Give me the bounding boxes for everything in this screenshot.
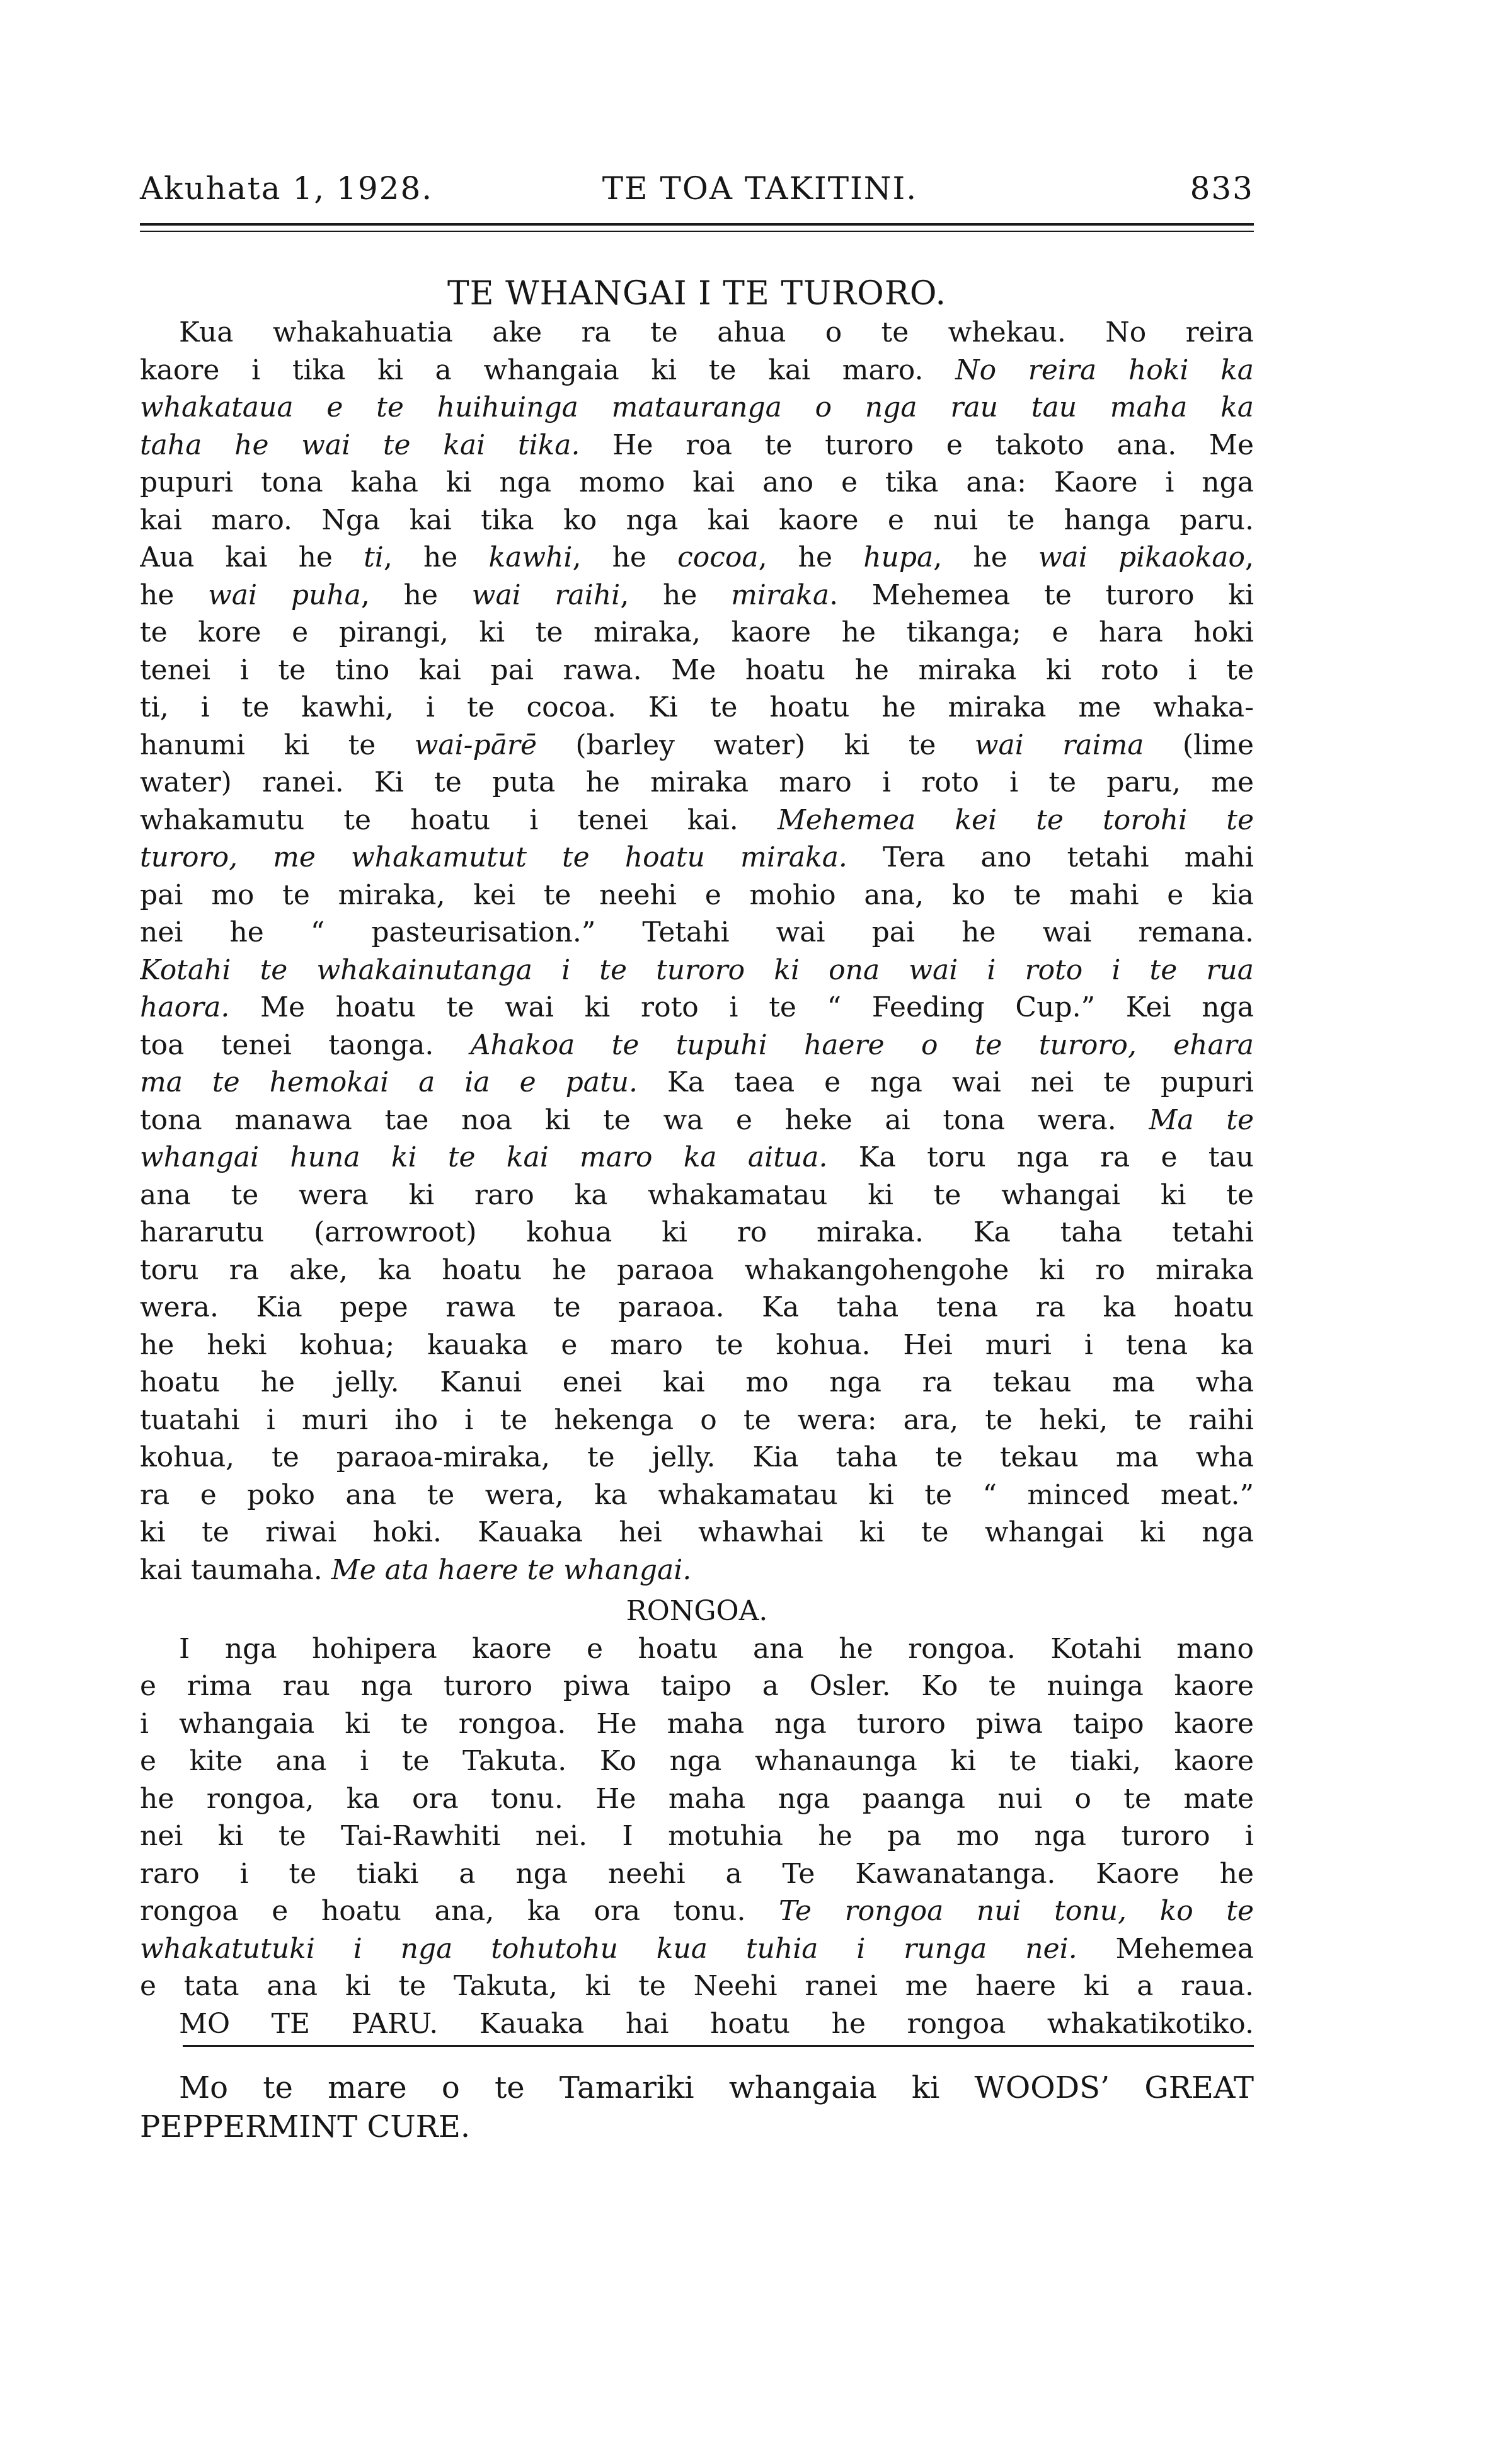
text-line: tuatahi i muri iho i te hekenga o te wera: ara, te heki, te raihi <box>140 1403 1254 1436</box>
text-line: kohua, te paraoa-miraka, te jelly. Kia taha te tekau ma wha <box>140 1441 1254 1473</box>
text-line: Aua kai he ti, he kawhi, he cocoa, he hupa, he wai pikaokao, <box>140 541 1254 573</box>
text-line: ki te riwai hoki. Kauaka hei whawhai ki te whangai ki nga <box>140 1516 1254 1548</box>
text-line: e tata ana ki te Takuta, ki te Neehi ranei me haere ki a raua. <box>140 1970 1254 2002</box>
article-body <box>140 314 1254 2042</box>
text-line: raro i te tiaki a nga neehi a Te Kawanatanga. Kaore he <box>140 1857 1254 1890</box>
text-line: whangai huna ki te kai maro ka aitua. Ka toru nga ra e tau <box>140 1141 1254 1173</box>
text-line: toa tenei taonga. Ahakoa te tupuhi haere o te turoro, ehara <box>140 1028 1254 1061</box>
text-line: e rima rau nga turoro piwa taipo a Osler. Ko te nuinga kaore <box>140 1670 1254 1702</box>
text-line: Kotahi te whakainutanga i te turoro ki ona wai i roto i te rua <box>140 953 1254 986</box>
ad-line: PEPPERMINT CURE. <box>140 2109 471 2144</box>
text-line: toru ra ake, ka hoatu he paraoa whakangohengohe ki ro miraka <box>140 1253 1254 1286</box>
advertisement <box>140 2070 1254 2148</box>
running-header <box>140 170 1254 214</box>
section-heading-rongoa: RONGOA. <box>626 1595 768 1627</box>
article-title: TE WHANGAI I TE TURORO. <box>447 275 946 313</box>
ad-line: Mo te mare o te Tamariki whangaia ki WOODS’ GREAT <box>179 2070 1254 2105</box>
page-number: 833 <box>1190 170 1254 207</box>
header-double-rule <box>140 223 1254 232</box>
section-divider-rule <box>183 2045 1254 2047</box>
text-line: ana te wera ki raro ka whakamatau ki te whangai ki te <box>140 1178 1254 1211</box>
text-line: ra e poko ana te wera, ka whakamatau ki te “ minced meat.” <box>140 1478 1254 1511</box>
page-content <box>140 170 1254 2148</box>
text-line: pupuri tona kaha ki nga momo kai ano e tika ana: Kaore i nga <box>140 466 1254 498</box>
text-line: kaore i tika ki a whangaia ki te kai maro. No reira hoki ka <box>140 354 1254 386</box>
text-line: Kua whakahuatia ake ra te ahua o te whekau. No reira <box>179 316 1254 348</box>
text-line: kai maro. Nga kai tika ko nga kai kaore e nui te hanga paru. <box>140 504 1254 536</box>
text-line: haora. Me hoatu te wai ki roto i te “ Feeding Cup.” Kei nga <box>140 991 1254 1023</box>
text-line: hanumi ki te wai-pārē (barley water) ki te wai raima (lime <box>140 728 1254 761</box>
issue-date: Akuhata 1, 1928. <box>140 170 433 207</box>
text-line: he wai puha, he wai raihi, he miraka. Mehemea te turoro ki <box>140 579 1254 611</box>
text-line: whakamutu te hoatu i tenei kai. Mehemea kei te torohi te <box>140 803 1254 836</box>
text-line: ma te hemokai a ia e patu. Ka taea e nga wai nei te pupuri <box>140 1066 1254 1098</box>
text-line: tenei i te tino kai pai rawa. Me hoatu he miraka ki roto i te <box>140 653 1254 686</box>
text-line: whakatutuki i nga tohutohu kua tuhia i runga nei. Mehemea <box>140 1932 1254 1965</box>
text-line: ti, i te kawhi, i te cocoa. Ki te hoatu he miraka me whaka- <box>140 691 1254 723</box>
journal-title: TE TOA TAKITINI. <box>602 170 918 207</box>
text-line: nei ki te Tai-Rawhiti nei. I motuhia he pa mo nga turoro i <box>140 1820 1254 1852</box>
text-line: pai mo te miraka, kei te neehi e mohio ana, ko te mahi e kia <box>140 878 1254 911</box>
text-line: turoro, me whakamutut te hoatu miraka. Tera ano tetahi mahi <box>140 841 1254 873</box>
text-line: whakataua e te huihuinga matauranga o nga rau tau maha ka <box>140 391 1254 423</box>
text-line: I nga hohipera kaore e hoatu ana he rongoa. Kotahi mano <box>179 1632 1254 1665</box>
text-line: wera. Kia pepe rawa te paraoa. Ka taha tena ra ka hoatu <box>140 1291 1254 1323</box>
text-line: MO TE PARU. Kauaka hai hoatu he rongoa whakatikotiko. <box>179 2007 1254 2040</box>
text-line: taha he wai te kai tika. He roa te turoro e takoto ana. Me <box>140 429 1254 461</box>
text-line: rongoa e hoatu ana, ka ora tonu. Te rongoa nui tonu, ko te <box>140 1895 1254 1927</box>
text-line: te kore e pirangi, ki te miraka, kaore he tikanga; e hara hoki <box>140 616 1254 648</box>
text-line: water) ranei. Ki te puta he miraka maro i roto i te paru, me <box>140 766 1254 798</box>
text-line: hoatu he jelly. Kanui enei kai mo nga ra tekau ma wha <box>140 1366 1254 1398</box>
text-line: he rongoa, ka ora tonu. He maha nga paanga nui o te mate <box>140 1782 1254 1815</box>
text-line: nei he “ pasteurisation.” Tetahi wai pai he wai remana. <box>140 916 1254 948</box>
text-line: he heki kohua; kauaka e maro te kohua. Hei muri i tena ka <box>140 1328 1254 1361</box>
text-line: tona manawa tae noa ki te wa e heke ai tona wera. Ma te <box>140 1103 1254 1136</box>
text-line: hararutu (arrowroot) kohua ki ro miraka. Ka taha tetahi <box>140 1216 1254 1248</box>
text-line: i whangaia ki te rongoa. He maha nga turoro piwa taipo kaore <box>140 1707 1254 1740</box>
text-line: e kite ana i te Takuta. Ko nga whanaunga ki te tiaki, kaore <box>140 1745 1254 1777</box>
text-line: kai taumaha. Me ata haere te whangai. <box>140 1553 692 1586</box>
